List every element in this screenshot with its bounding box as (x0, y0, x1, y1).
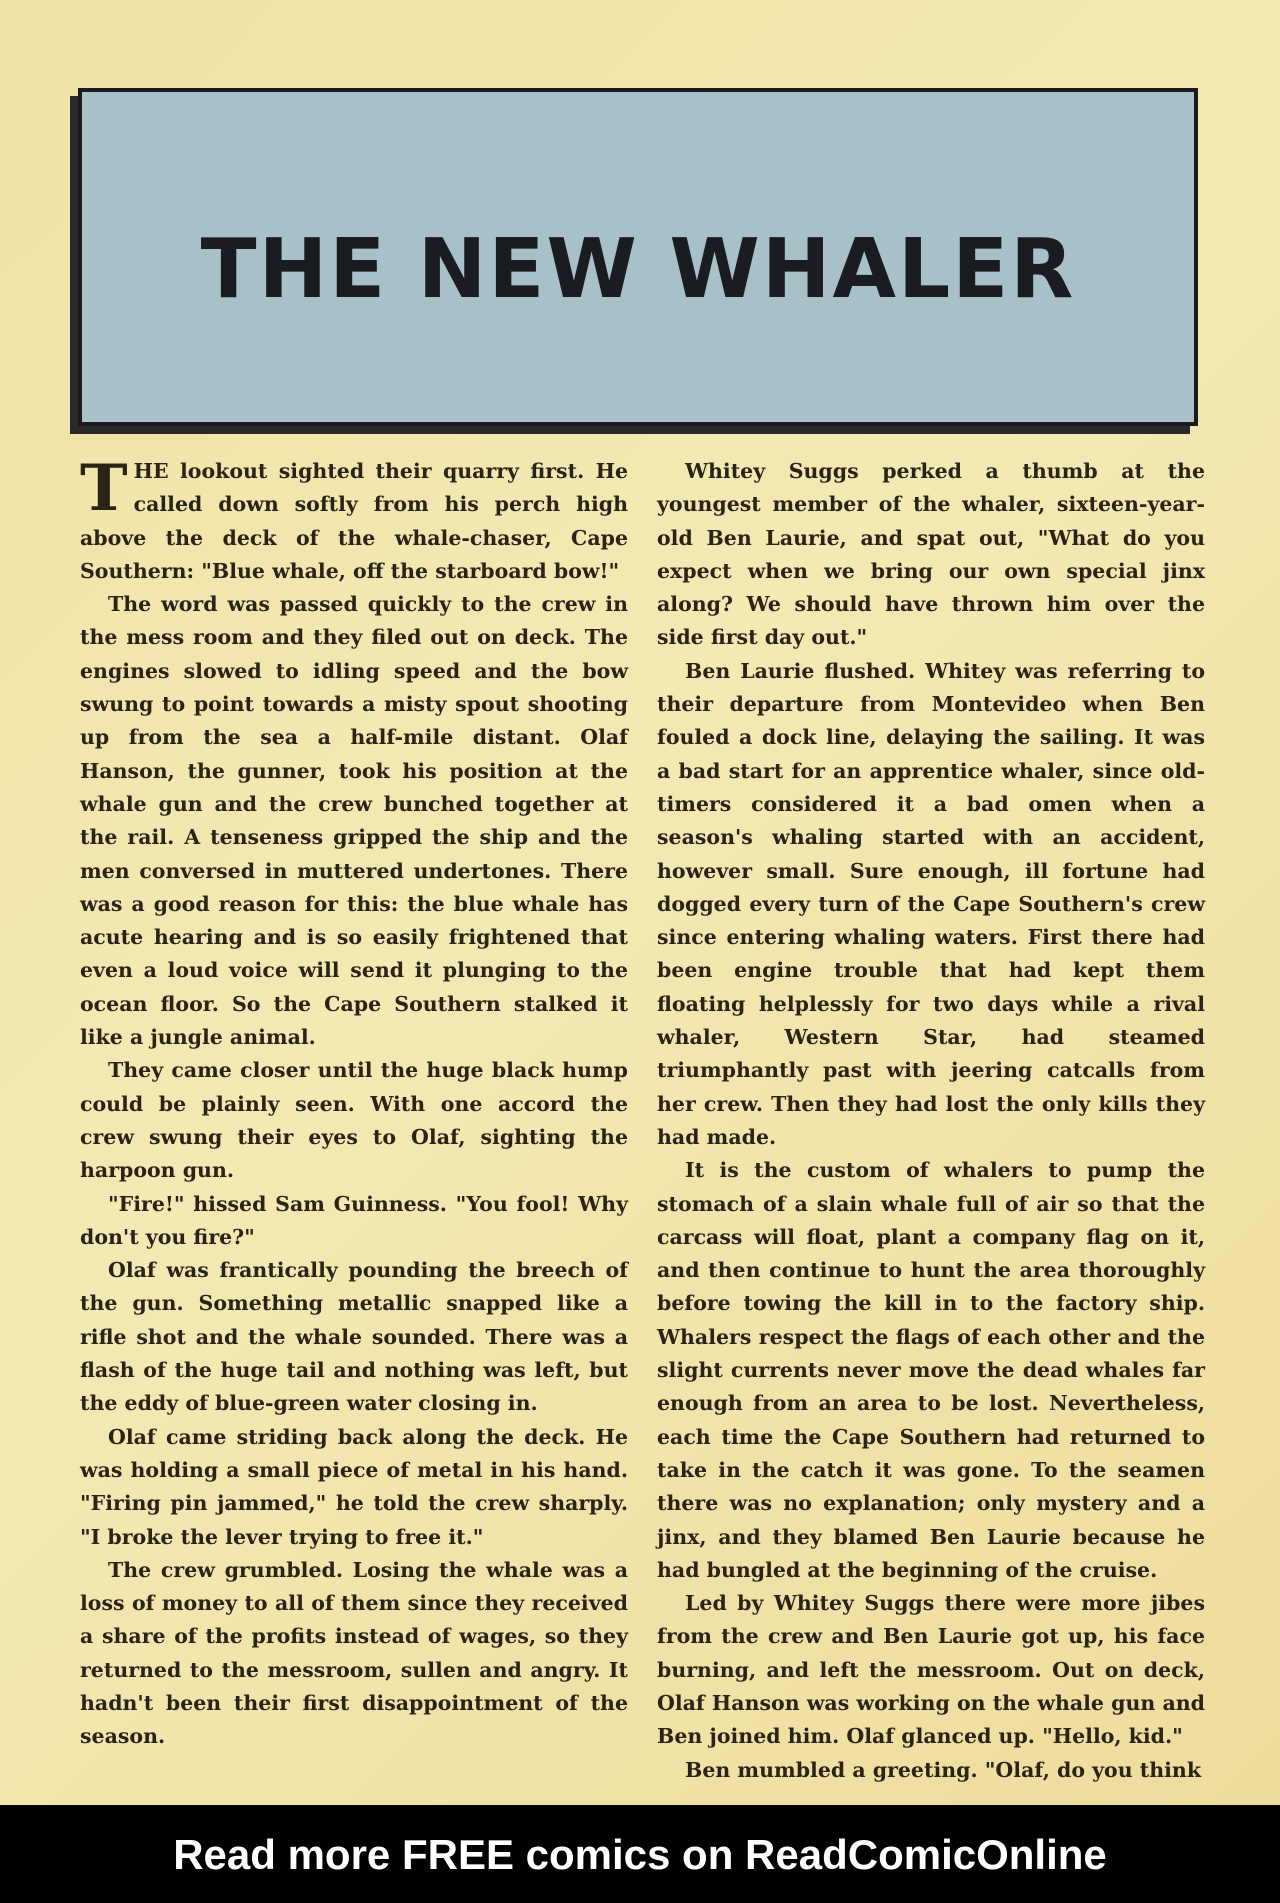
paragraph: "Fire!" hissed Sam Guinness. "You fool! Why don't you fire?" (80, 1191, 628, 1249)
paragraph: They came closer until the huge black hump could be plainly seen. With one accord the crew swung their eyes to Olaf, sighting the harpoon gun. (80, 1058, 628, 1183)
paragraph: Olaf came striding back along the deck. He was holding a small piece of metal in his hand. "Firing pin jammed," he told the crew sharply. "I broke the lever trying to free it." (80, 1424, 628, 1549)
text-column-right (657, 455, 1205, 1787)
text-column-left (80, 451, 628, 1754)
paragraph: Whitey Suggs perked a thumb at the youngest member of the whaler, sixteen-year-old Ben Laurie, and spat out, "What do you expect when we bring our own special jinx along? We should have thrown him over the side first day out." (657, 459, 1205, 650)
promo-banner (0, 1805, 1280, 1903)
paragraph: Led by Whitey Suggs there were more jibes from the crew and Ben Laurie got up, his face burning, and left the messroom. Out on deck, Olaf Hanson was working on the whale gun and Ben joined him. Olaf glanced up. "Hello, kid." (657, 1591, 1205, 1749)
paragraph: The word was passed quickly to the crew in the mess room and they filed out on deck. The engines slowed to idling speed and the bow swung to point towards a misty spout shooting up from the sea a half-mile distant. Olaf Hanson, the gunner, took his position at the whale gun and the crew bunched together at the rail. A tenseness gripped the ship and the men conversed in muttered undertones. There was a good reason for this: the blue whale has acute hearing and is so easily frightened that even a loud voice will send it plunging to the ocean floor. So the Cape Southern stalked it like a jungle animal. (80, 592, 628, 1050)
title-panel (78, 88, 1198, 426)
paragraph: Ben Laurie flushed. Whitey was referring to their departure from Montevideo when Ben fouled a dock line, delaying the sailing. It was a bad start for an apprentice whaler, since old-timers considered it a bad omen when a season's whaling started with an accident, however small. Sure enough, ill fortune had dogged every turn of the Cape Southern's crew since entering whaling waters. First there had been engine trouble that had kept them floating helplessly for two days while a rival whaler, Western Star, had steamed triumphantly past with jeering catcalls from her crew. Then they had lost the only kills they had made. (657, 658, 1205, 1149)
paragraph: THE lookout sighted their quarry first. He called down softly from his perch high above the deck of the whale-chaser, Cape Southern: "Blue whale, off the starboard bow!" (80, 451, 628, 583)
drop-cap: T (80, 451, 128, 526)
paragraph: The crew grumbled. Losing the whale was a loss of money to all of them since they received a share of the profits instead of wages, so they returned to the messroom, sullen and angry. It hadn't been their first disappointment of the season. (80, 1557, 628, 1749)
paragraph: Ben mumbled a greeting. "Olaf, do you think (685, 1757, 1202, 1782)
paragraph: It is the custom of whalers to pump the stomach of a slain whale full of air so that the carcass will float, plant a company flag on it, and then continue to hunt the area thoroughly before towing the kill in to the factory ship. Whalers respect the flags of each other and the slight currents never move the dead whales far enough from an area to be lost. Nevertheless, each time the Cape Southern had returned to take in the catch it was gone. To the seamen there was no explanation; only mystery and a jinx, and they blamed Ben Laurie because he had bungled at the beginning of the cruise. (657, 1158, 1205, 1582)
promo-text: Read more FREE comics on ReadComicOnline (173, 1831, 1107, 1878)
paragraph: Olaf was frantically pounding the breech of the gun. Something metallic snapped like a rifle shot and the whale sounded. There was a flash of the huge tail and nothing was left, but the eddy of blue-green water closing in. (80, 1258, 628, 1416)
story-title: THE NEW WHALER (200, 222, 1076, 317)
